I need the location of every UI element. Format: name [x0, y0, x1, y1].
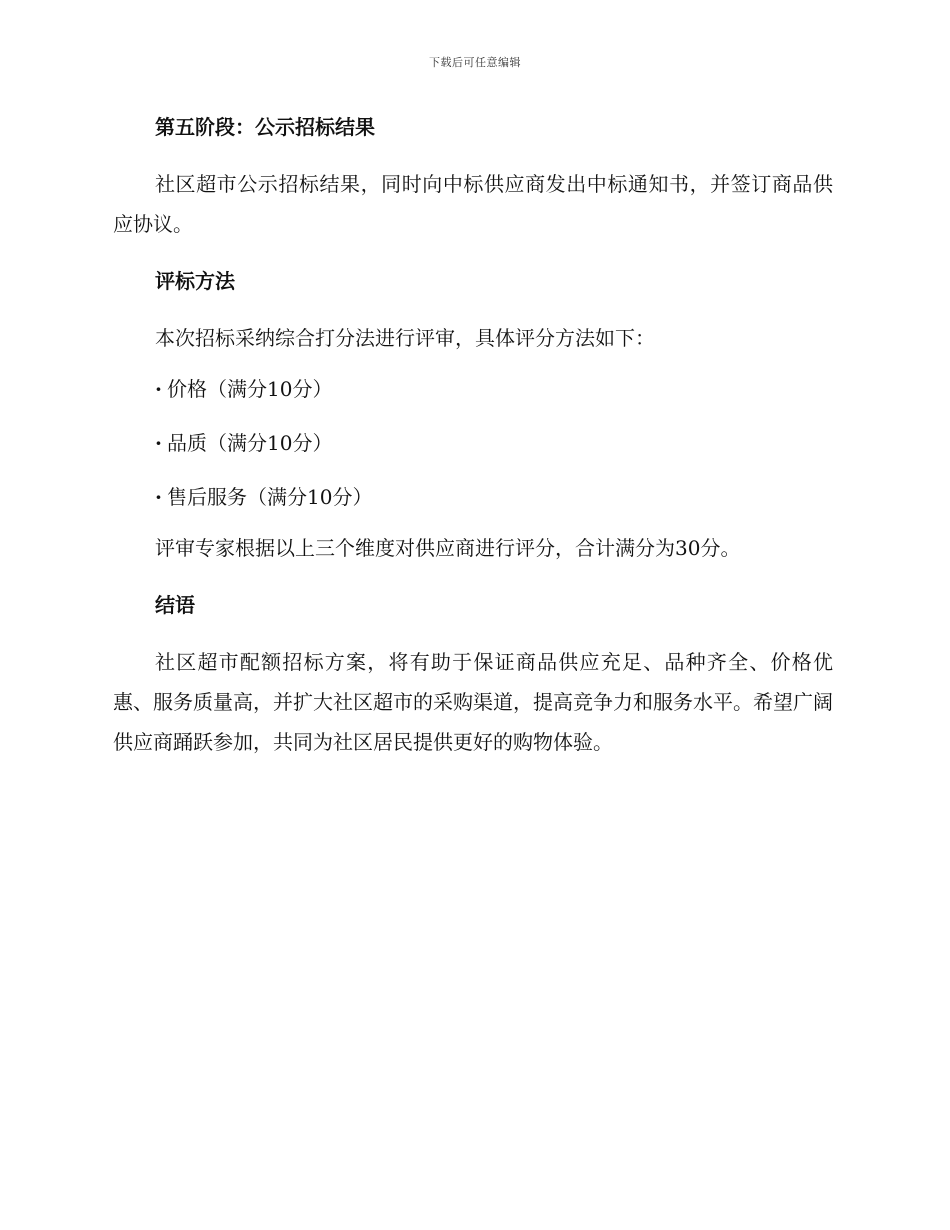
bullet-dot: · [155, 377, 162, 401]
evaluation-intro: 本次招标采纳综合打分法进行评审，具体评分方法如下： [155, 326, 655, 350]
bullet-dot: · [155, 431, 162, 455]
section-5-heading: 第五阶段：公示招标结果 [155, 115, 375, 139]
conclusion-paragraph: 社区超市配额招标方案，将有助于保证商品供应充足、品种齐全、价格优惠、服务质量高，并扩大社区超市的采购渠道，提高竞争力和服务水平。希望广阔供应商踊跃参加，共同为社区居民提供更好的购物体验。 [113, 650, 833, 754]
page-header-note: 下载后可任意编辑 [429, 56, 521, 69]
bullet-text-after-sales: 售后服务（满分10分） [167, 485, 373, 509]
document-body [113, 110, 833, 762]
conclusion-heading: 结语 [155, 593, 195, 617]
section-5-paragraph: 社区超市公示招标结果，同时向中标供应商发出中标通知书，并签订商品供应协议。 [113, 172, 833, 236]
bullet-text-price: 价格（满分10分） [167, 377, 333, 401]
evaluation-heading: 评标方法 [155, 269, 235, 293]
evaluation-summary: 评审专家根据以上三个维度对供应商进行评分，合计满分为30分。 [155, 536, 741, 560]
bullet-item [113, 426, 833, 460]
bullet-item [113, 480, 833, 514]
bullet-dot: · [155, 485, 162, 509]
bullet-text-quality: 品质（满分10分） [167, 431, 333, 455]
bullet-item [113, 372, 833, 406]
